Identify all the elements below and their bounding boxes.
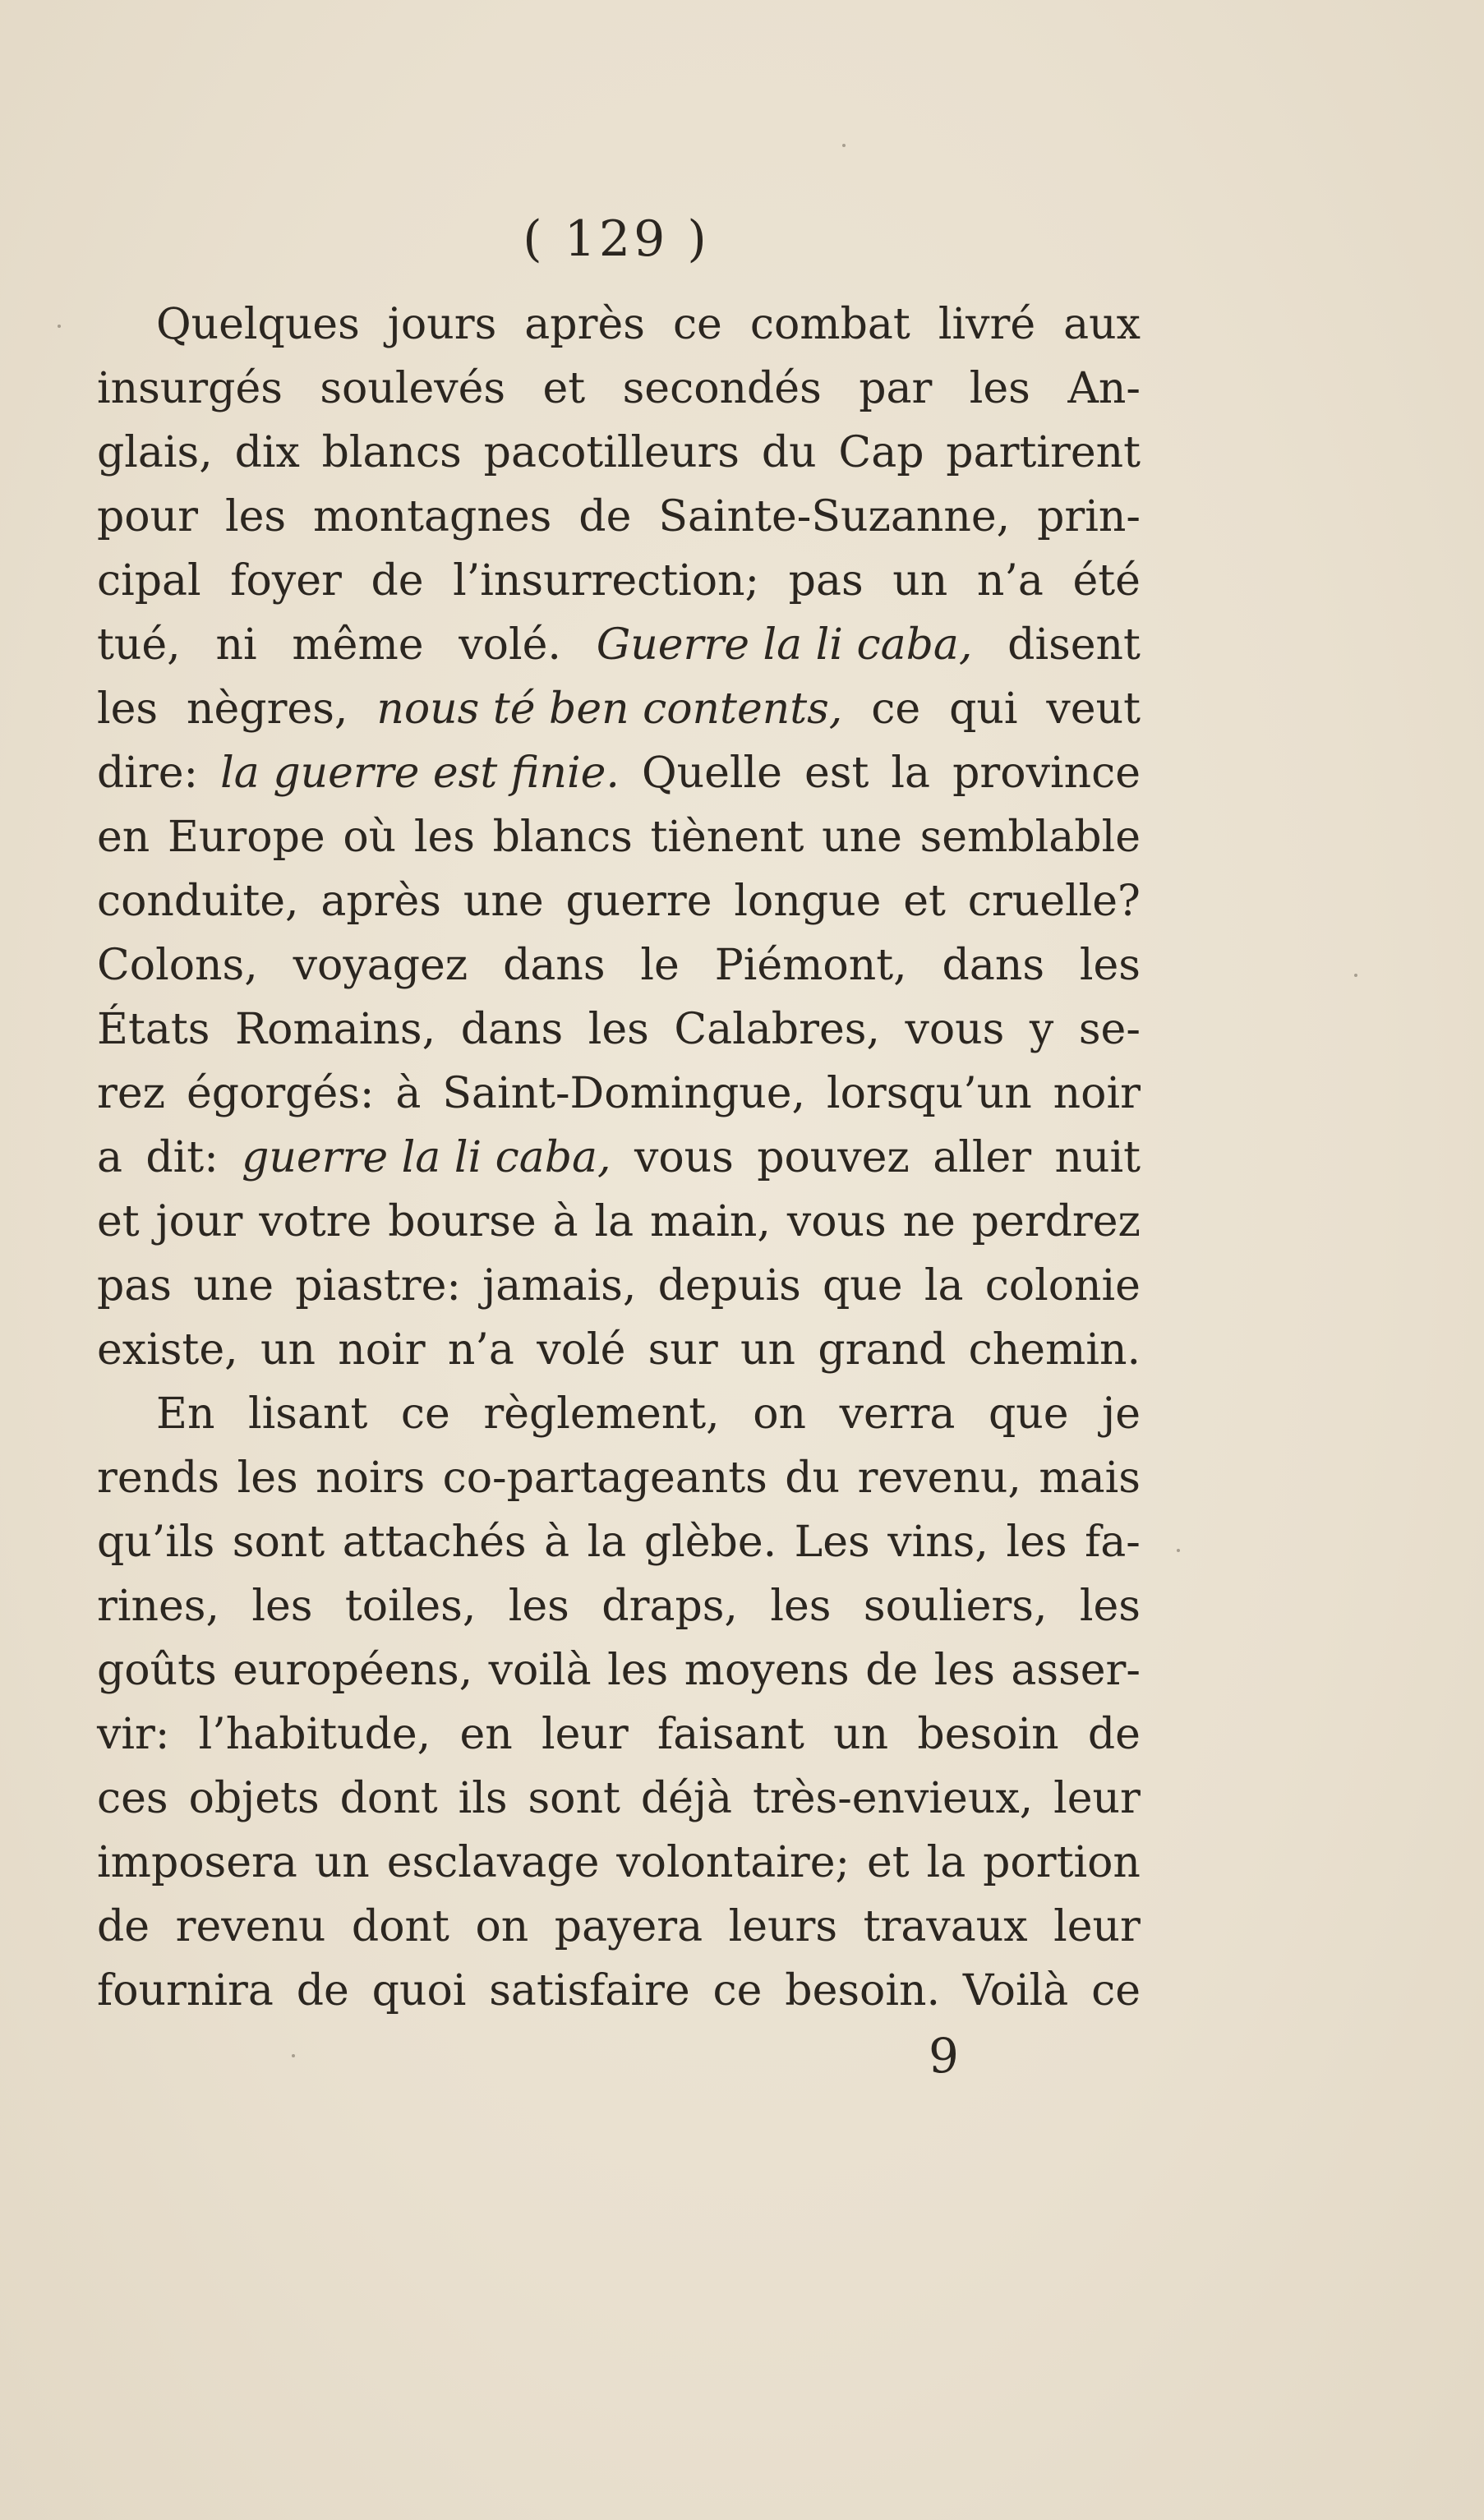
word: à [544, 1518, 570, 1567]
text-line [97, 1062, 1141, 1126]
word: ce [871, 684, 921, 734]
signature-mark: 9 [929, 2028, 959, 2084]
word: pas [97, 1261, 172, 1311]
word: une [193, 1261, 274, 1311]
word: glais, [97, 428, 213, 477]
word: Quelle [641, 749, 782, 798]
word: leur [1053, 1774, 1141, 1823]
text-line [97, 1510, 1141, 1574]
word: de [1087, 1710, 1141, 1759]
page-number: ( 129 ) [523, 210, 710, 268]
word: vir: [97, 1710, 170, 1759]
word: imposera [97, 1838, 297, 1887]
word: été [1072, 556, 1141, 606]
word: se- [1078, 1005, 1141, 1054]
text-line [97, 805, 1141, 869]
word: le [640, 941, 680, 990]
word: foyer [230, 556, 342, 606]
word: noir [338, 1325, 426, 1375]
word: nuit [1054, 1133, 1141, 1182]
word: sont [232, 1518, 325, 1567]
word: et [866, 1838, 910, 1887]
word: Guerre la li caba, [596, 620, 973, 670]
text-line [97, 421, 1141, 485]
word: chemin. [968, 1325, 1141, 1375]
word: portion [983, 1838, 1141, 1887]
word: attachés [342, 1518, 527, 1567]
word: nous té ben contents, [376, 684, 843, 734]
word: Piémont, [714, 941, 907, 990]
word: les [1006, 1518, 1067, 1567]
word: à [552, 1197, 578, 1246]
word: nègres, [187, 684, 348, 734]
text-line [97, 677, 1141, 741]
word: ce [672, 300, 722, 349]
word: cruelle? [967, 877, 1141, 926]
word: la [587, 1518, 627, 1567]
word: disent [1007, 620, 1141, 670]
word: la [891, 749, 931, 798]
word: même [292, 620, 424, 670]
word: Voilà [962, 1966, 1069, 2016]
paper-speck [292, 2054, 295, 2057]
word: du [761, 428, 817, 477]
word: tiènent [650, 813, 804, 862]
word: piastre: [295, 1261, 461, 1311]
word: pouvez [757, 1133, 910, 1182]
text-line [97, 1446, 1141, 1510]
word: perdrez [971, 1197, 1141, 1246]
word: leur [541, 1710, 629, 1759]
word: voilà [488, 1646, 592, 1695]
word: dont [351, 1902, 449, 1951]
word: prin- [1037, 492, 1141, 541]
word: un [833, 1710, 889, 1759]
word: je [1102, 1389, 1141, 1439]
word: une [463, 877, 544, 926]
word: une [822, 813, 902, 862]
word: la guerre est finie. [220, 749, 620, 798]
word: par [859, 364, 933, 413]
word: lisant [248, 1389, 368, 1439]
word: sont [528, 1774, 620, 1823]
word: n’a [976, 556, 1044, 606]
word: pas [788, 556, 864, 606]
word: on [753, 1389, 807, 1439]
word: soulevés [320, 364, 506, 413]
word: dire: [97, 749, 199, 798]
word: du [785, 1453, 841, 1503]
word: sur [648, 1325, 718, 1375]
word: les [607, 1646, 669, 1695]
word: de [97, 1902, 150, 1951]
word: de [578, 492, 632, 541]
word: pacotilleurs [483, 428, 740, 477]
word: volé [537, 1325, 626, 1375]
word: objets [188, 1774, 320, 1823]
word: blancs [492, 813, 633, 862]
word: ni [215, 620, 257, 670]
word: règlement, [483, 1389, 720, 1439]
text-line [97, 1254, 1141, 1318]
word: et [903, 877, 946, 926]
word: En [156, 1389, 215, 1439]
paper-speck [1354, 974, 1357, 977]
text-line [97, 1767, 1141, 1831]
paper-speck [58, 325, 61, 328]
word: dont [339, 1774, 438, 1823]
word: Romains, [235, 1005, 436, 1054]
word: les [97, 684, 159, 734]
word: rines, [97, 1582, 219, 1631]
word: besoin. [785, 1966, 940, 2016]
word: dans [503, 941, 606, 990]
word: conduite, [97, 877, 299, 926]
word: insurgés [97, 364, 283, 413]
word: rez [97, 1069, 166, 1118]
word: dans [460, 1005, 564, 1054]
word: vous [905, 1005, 1005, 1054]
word: Cap [838, 428, 924, 477]
word: un [314, 1838, 370, 1887]
word: volontaire; [616, 1838, 850, 1887]
word: les [237, 1453, 298, 1503]
word: esclavage [386, 1838, 600, 1887]
word: dix [234, 428, 300, 477]
word: fournira [97, 1966, 274, 2016]
word: An- [1067, 364, 1141, 413]
word: jour [155, 1197, 243, 1246]
word: asser- [1011, 1646, 1141, 1695]
word: de [371, 556, 424, 606]
word: revenu [175, 1902, 326, 1951]
word: dans [942, 941, 1045, 990]
text-line [97, 1318, 1141, 1382]
text-line [97, 869, 1141, 933]
word: revenu, [857, 1453, 1021, 1503]
word: partirent [946, 428, 1141, 477]
word: pour [97, 492, 198, 541]
word: ce [712, 1966, 763, 2016]
text-line [97, 549, 1141, 613]
word: grand [818, 1325, 947, 1375]
word: faisant [657, 1710, 804, 1759]
word: province [952, 749, 1141, 798]
word: ne [902, 1197, 956, 1246]
word: en [97, 813, 150, 862]
word: rends [97, 1453, 220, 1503]
word: Quelques [156, 300, 360, 349]
word: glèbe. [643, 1518, 777, 1567]
word: moyens [684, 1646, 850, 1695]
word: secondés [622, 364, 822, 413]
word: les [224, 492, 287, 541]
word: après [524, 300, 645, 349]
word: n’a [447, 1325, 514, 1375]
word: les [251, 1582, 313, 1631]
word: les [588, 1005, 649, 1054]
paper-speck [1177, 1549, 1180, 1552]
word: vous [634, 1133, 734, 1182]
word: main, [649, 1197, 771, 1246]
word: dit: [145, 1133, 219, 1182]
word: bourse [388, 1197, 537, 1246]
text-line [97, 1895, 1141, 1959]
text-line [97, 1959, 1141, 2023]
word: les [969, 364, 1030, 413]
word: quoi [371, 1966, 467, 2016]
word: existe, [97, 1325, 238, 1375]
word: ce [400, 1389, 450, 1439]
word: aller [933, 1133, 1032, 1182]
word: co-partageants [442, 1453, 767, 1503]
text-line [97, 1126, 1141, 1190]
text-line [97, 1382, 1141, 1446]
word: guerre [565, 877, 712, 926]
text-line [97, 1702, 1141, 1767]
paper-speck [842, 144, 846, 147]
word: vins, [887, 1518, 989, 1567]
word: lorsqu’un [826, 1069, 1032, 1118]
word: a [97, 1133, 123, 1182]
word: la [594, 1197, 634, 1246]
word: leurs [728, 1902, 838, 1951]
text-line [97, 997, 1141, 1062]
word: déjà [640, 1774, 733, 1823]
word: Saint-Domingue, [442, 1069, 806, 1118]
word: votre [259, 1197, 372, 1246]
word: les [770, 1582, 832, 1631]
word: qu’ils [97, 1518, 215, 1567]
word: leur [1053, 1902, 1141, 1951]
word: combat [749, 300, 910, 349]
word: et [542, 364, 586, 413]
word: jamais, [482, 1261, 637, 1311]
word: très-envieux, [753, 1774, 1034, 1823]
word: noirs [316, 1453, 426, 1503]
word: voyagez [293, 941, 468, 990]
word: satisfaire [489, 1966, 690, 2016]
word: les [1079, 1582, 1141, 1631]
word: tué, [97, 620, 181, 670]
word: que [823, 1261, 903, 1311]
text-line [97, 741, 1141, 805]
word: Les [794, 1518, 870, 1567]
word: de [865, 1646, 919, 1695]
word: fa- [1085, 1518, 1141, 1567]
word: on [475, 1902, 529, 1951]
word: blancs [321, 428, 462, 477]
word: Europe [167, 813, 325, 862]
word: égorgés: [186, 1069, 375, 1118]
word: un [260, 1325, 316, 1375]
word: les [413, 813, 475, 862]
word: la [924, 1261, 964, 1311]
word: montagnes [313, 492, 552, 541]
word: longue [734, 877, 882, 926]
text-line [97, 1190, 1141, 1254]
word: les [933, 1646, 995, 1695]
word: mais [1039, 1453, 1141, 1503]
body-text [97, 293, 1141, 2023]
word: États [97, 1005, 210, 1054]
word: guerre la li caba, [242, 1133, 611, 1182]
word: semblable [919, 813, 1141, 862]
word: goûts [97, 1646, 217, 1695]
word: Sainte-Suzanne, [658, 492, 1011, 541]
word: un [892, 556, 948, 606]
text-line [97, 1831, 1141, 1895]
word: cipal [97, 556, 201, 606]
word: ce [1091, 1966, 1141, 2016]
word: ils [458, 1774, 508, 1823]
word: européens, [233, 1646, 473, 1695]
word: y [1029, 1005, 1054, 1054]
word: Colons, [97, 941, 258, 990]
word: la [926, 1838, 966, 1887]
word: souliers, [863, 1582, 1048, 1631]
text-line [97, 1638, 1141, 1702]
word: l’habitude, [198, 1710, 431, 1759]
text-line [97, 485, 1141, 549]
word: travaux [863, 1902, 1028, 1951]
word: où [343, 813, 397, 862]
word: de [296, 1966, 349, 2016]
word: après [320, 877, 441, 926]
text-line [97, 933, 1141, 997]
word: que [988, 1389, 1069, 1439]
word: est [804, 749, 869, 798]
word: qui [949, 684, 1018, 734]
word: à [395, 1069, 422, 1118]
word: ces [97, 1774, 168, 1823]
word: un [740, 1325, 796, 1375]
text-line [97, 613, 1141, 677]
word: les [508, 1582, 569, 1631]
word: veut [1046, 684, 1141, 734]
word: vous [786, 1197, 887, 1246]
text-line [97, 293, 1141, 357]
text-line [97, 357, 1141, 421]
word: colonie [984, 1261, 1141, 1311]
word: les [1079, 941, 1141, 990]
word: toiles, [344, 1582, 477, 1631]
word: besoin [917, 1710, 1059, 1759]
word: draps, [601, 1582, 738, 1631]
word: payera [554, 1902, 703, 1951]
word: depuis [657, 1261, 801, 1311]
word: aux [1063, 300, 1141, 349]
word: et [97, 1197, 140, 1246]
word: livré [938, 300, 1036, 349]
word: en [459, 1710, 513, 1759]
text-line [97, 1574, 1141, 1638]
word: l’insurrection; [453, 556, 760, 606]
word: jours [387, 300, 497, 349]
word: verra [839, 1389, 956, 1439]
word: noir [1053, 1069, 1141, 1118]
word: Calabres, [674, 1005, 880, 1054]
word: volé. [459, 620, 561, 670]
